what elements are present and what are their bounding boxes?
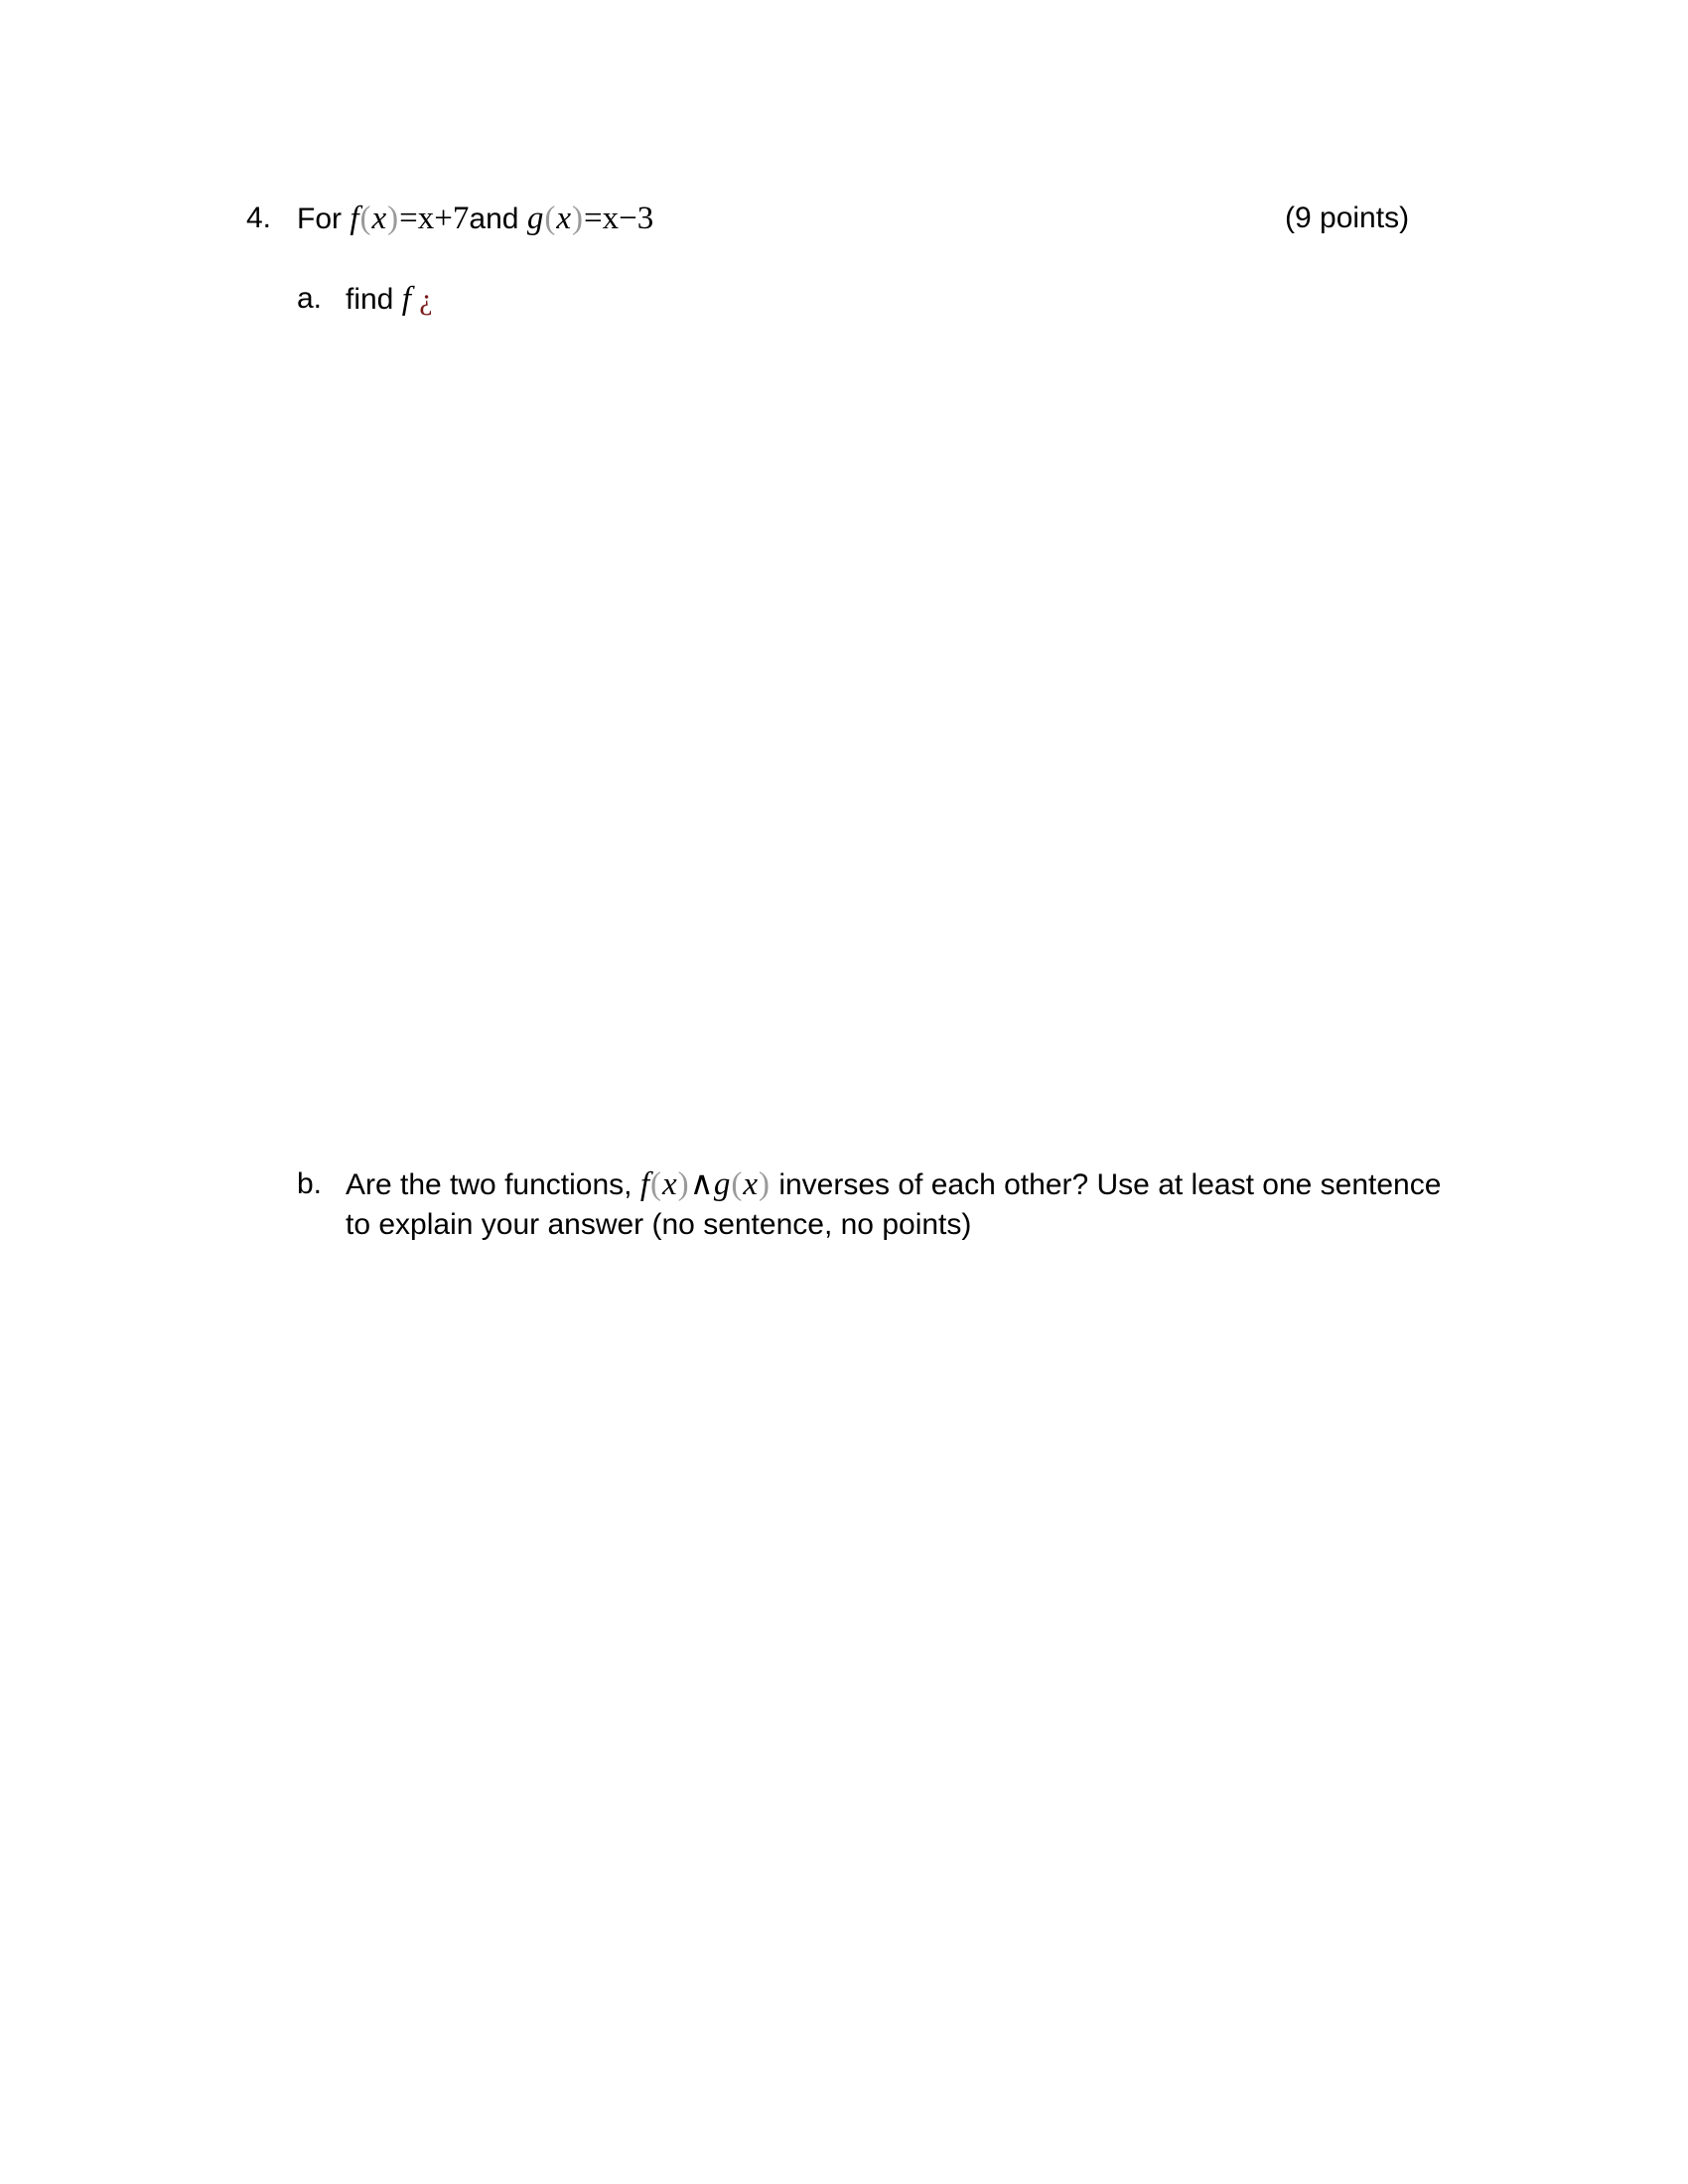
part-b-text-pre: Are the two functions, <box>346 1168 633 1201</box>
close-paren: ) <box>677 1166 689 1202</box>
close-paren: ) <box>571 201 583 236</box>
open-paren: ( <box>650 1166 662 1202</box>
points-label: (9 points) <box>1285 202 1410 234</box>
open-paren: ( <box>731 1166 743 1202</box>
g-definition <box>527 201 653 236</box>
conjunction: and <box>469 203 519 235</box>
g-expression: =x−3 <box>583 201 654 236</box>
close-paren: ) <box>758 1166 770 1202</box>
f-argument: x <box>371 201 387 236</box>
g-symbol: g <box>713 1166 731 1202</box>
question-number: 4. <box>246 202 272 234</box>
question-intro: For <box>297 203 342 235</box>
g-symbol: g <box>526 201 544 236</box>
f-expression: =x+7 <box>399 201 470 236</box>
f-symbol: f <box>639 1166 650 1202</box>
question-statement <box>297 199 653 239</box>
part-a-marker: a. <box>297 282 323 315</box>
f-symbol: f <box>350 201 359 236</box>
open-paren: ( <box>359 201 371 236</box>
part-a-prompt <box>346 279 433 320</box>
unrendered-glyph: ¿ <box>419 283 433 316</box>
part-b-text-post: inverses of each other? Use at least one sentence <box>778 1168 1442 1201</box>
f-argument: x <box>662 1166 677 1202</box>
g-argument: x <box>556 201 571 236</box>
part-b-marker: b. <box>297 1167 323 1200</box>
wedge-symbol: ∧ <box>689 1166 714 1202</box>
g-argument: x <box>743 1166 758 1202</box>
function-pair <box>640 1166 771 1202</box>
close-paren: ) <box>387 201 399 236</box>
part-a-text: find <box>346 283 394 316</box>
open-paren: ( <box>544 201 556 236</box>
part-b-prompt-line-2: to explain your answer (no sentence, no points) <box>346 1208 972 1241</box>
part-a-f-symbol: f <box>401 281 411 317</box>
f-definition <box>350 201 469 236</box>
part-b-prompt-line-1 <box>346 1164 1441 1205</box>
